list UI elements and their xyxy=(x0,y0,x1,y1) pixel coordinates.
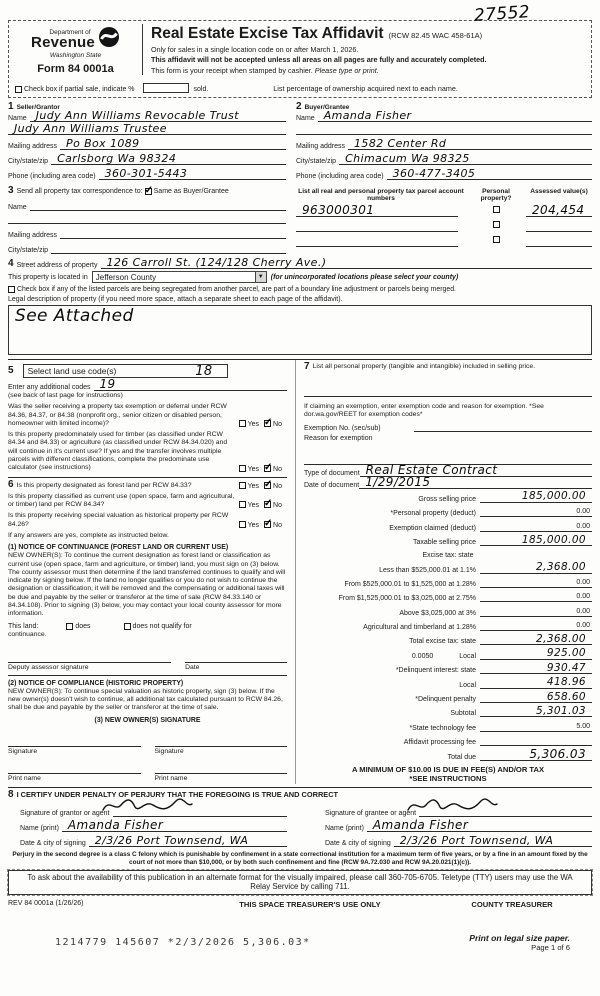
tax-value-field[interactable] xyxy=(480,661,592,674)
seller-phone-value: 360-301-5443 xyxy=(104,167,188,180)
land-use-code-label: Select land use code(s) xyxy=(27,366,117,376)
section-buyer-grantee xyxy=(296,102,592,180)
new-owner-print-field-1[interactable] xyxy=(8,763,141,774)
header-note-1: Only for sales in a single location code on or after March 1, 2026. xyxy=(151,44,359,54)
additional-codes-value: 19 xyxy=(99,377,116,391)
s5-question1-text: Was the seller receiving a property tax exemption or deferral under RCW 84.36, 84.37, or 84.38 (nonprofit org., senior citizen or disabled person, homeowner with limited income)? xyxy=(8,403,227,427)
section-personal-property-and-tax xyxy=(296,360,592,784)
personal-property-header: Personal property? xyxy=(480,188,512,202)
perjury-notice: Perjury in the second degree is a class C felony which is punishable by confinement in a state correctional institution for a maximum term of five years, or by a fine in an amount fixed by the court of not more than $10,000, or by both such confinement and fine (RCW 9A.72.030 and RCW 9A.20.021(1)(c)). xyxy=(12,850,588,866)
county-dropdown[interactable] xyxy=(92,271,267,283)
segregated-label: Check box if any of the listed parcels are being segregated from another parcel, are part of a boundary line adjustment or parcels being merged. xyxy=(17,286,456,293)
section3-number: 3 xyxy=(8,185,14,196)
seller-csz-field[interactable] xyxy=(51,152,286,165)
this-land-label: This land: xyxy=(8,623,39,631)
exemption-no-field[interactable] xyxy=(414,423,592,432)
tax-value: 418.96 xyxy=(546,676,586,689)
s5-q1-no-checkbox[interactable] xyxy=(264,420,271,427)
seller-csz-value: Carlsborg Wa 98324 xyxy=(57,152,177,165)
grantor-signature-label: Signature of grantor or agent xyxy=(20,809,110,817)
seller-name-label: Name xyxy=(8,115,27,122)
tax-row-processing-fee xyxy=(304,732,592,746)
does-not-label: does not qualify for xyxy=(132,623,192,631)
correspondence-mailing-field[interactable] xyxy=(60,230,286,239)
tax-value[interactable]: 0.00 xyxy=(480,523,592,532)
does-label: does xyxy=(75,623,91,631)
tax-row-total-due xyxy=(304,746,592,760)
personal-property-list-field[interactable] xyxy=(304,386,592,397)
land-use-code-select[interactable] xyxy=(23,364,228,378)
s5-q2-no-checkbox[interactable] xyxy=(264,465,271,472)
section-seller-grantor xyxy=(8,102,296,180)
grantee-signature-scribble xyxy=(405,796,500,819)
tax-value-field[interactable] xyxy=(480,561,592,574)
buyer-mailing-field[interactable] xyxy=(348,137,592,150)
tax-label: From $1,525,000.01 to $3,025,000 at 2.75% xyxy=(338,595,476,603)
grantor-date-city-label: Date & city of signing xyxy=(20,839,86,847)
seller-phone-field[interactable] xyxy=(99,167,286,180)
legal-description-label: Legal description of property (if you need more space, attach a separate sheet to each page of the affidavit). xyxy=(8,296,343,303)
parcel-row xyxy=(296,232,592,247)
total-due-value: 5,306.03 xyxy=(529,746,586,761)
assessed-value-field-2[interactable] xyxy=(526,222,592,232)
local-rate-value: 0.0050 xyxy=(411,652,434,660)
buyer-mailing-value: 1582 Center Rd xyxy=(354,137,447,150)
tax-value[interactable]: 0.00 xyxy=(480,608,592,617)
grantor-print-name-label: Name (print) xyxy=(20,824,59,832)
assessed-value-field-3[interactable] xyxy=(526,237,592,247)
new-owner-print-field-2[interactable] xyxy=(155,763,288,774)
revenue-wordmark: Revenue xyxy=(31,33,95,51)
tax-value[interactable]: 0.00 xyxy=(480,593,592,602)
tax-value-field[interactable] xyxy=(480,647,592,660)
seller-phone-label: Phone (including area code) xyxy=(8,173,96,180)
tax-label: Local xyxy=(459,681,476,689)
correspondence-name-field-2[interactable] xyxy=(8,213,286,224)
tax-label: *Delinquent interest: state xyxy=(395,667,476,675)
exemption-instructions: If claiming an exemption, enter exemption code and reason for exemption. *See dor.wa.gov/REET for exemption codes* xyxy=(304,403,544,419)
continuance-label: continuance. xyxy=(8,631,47,639)
new-owner-print-label-2: Print name xyxy=(154,774,188,782)
s6-q2-yes-checkbox[interactable] xyxy=(239,501,246,508)
grantee-signature-label: Signature of grantee or agent xyxy=(325,809,417,817)
tax-row-taxable xyxy=(304,532,592,546)
notice2-body: NEW OWNER(S): To continue special valuation as historic property, sign (3) below. If the new owner(s) doesn't wish to continue, all additional tax calculated pursuant to RCW 84.26, shall be due and payable by the seller or transferor at the time of sale. xyxy=(8,687,283,712)
same-as-buyer-checkbox[interactable] xyxy=(145,188,152,195)
ownership-percentage-note: List percentage of ownership acquired next to each name. xyxy=(273,84,458,93)
section8-number: 8 xyxy=(8,788,14,800)
tax-row-personal-deduct xyxy=(304,503,592,517)
deputy-assessor-signature-label: Deputy assessor signature xyxy=(8,663,89,671)
tax-label: Subtotal xyxy=(450,710,476,718)
buyer-name-value: Amanda Fisher xyxy=(323,109,412,122)
tax-value-field[interactable] xyxy=(480,676,592,689)
tax-value: 658.60 xyxy=(546,690,586,703)
s5-question2-text: Is this property predominately used for timber (as classified under RCW 84.34 and 84.33) or agriculture (as classified under RCW 84.34.020) and will continue in it's current use? If yes and the transfer involves multiple parcels with different classifications, complete the predominate use calculator (see instructions) xyxy=(8,431,228,472)
tax-value-field[interactable] xyxy=(480,490,592,503)
grantor-date-city-value: 2/3/26 Port Townsend, WA xyxy=(94,833,249,847)
tax-value: 185,000.00 xyxy=(521,533,586,546)
section-certification xyxy=(8,787,592,847)
no-label: No xyxy=(273,482,282,490)
dor-swirl-logo-icon xyxy=(98,26,120,53)
new-owner-signature-label-1: Signature xyxy=(8,747,38,755)
new-owner-signature-field-1[interactable] xyxy=(8,736,141,747)
header-note-3: This form is your receipt when stamped by cashier. xyxy=(151,65,313,75)
buyer-phone-value: 360-477-3405 xyxy=(392,167,476,180)
dept-of-label: Department of xyxy=(49,28,91,36)
parcel-row xyxy=(296,202,592,217)
tax-row-delinquent-interest-state xyxy=(304,660,592,674)
s6-question3-text: Is this property receiving special valuation as historical property per RCW 84.26? xyxy=(8,512,229,528)
tax-row-tier1 xyxy=(304,559,592,573)
codes-instructions-note: (see back of last page for instructions) xyxy=(8,392,123,399)
tax-row-gross xyxy=(304,489,592,503)
new-owner-signature-label-2: Signature xyxy=(154,747,184,755)
additional-codes-label: Enter any additional codes xyxy=(8,384,91,391)
date-of-document-field[interactable] xyxy=(359,474,592,489)
s6-question1-text: Is this property designated as forest land per RCW 84.33? xyxy=(16,481,192,489)
buyer-csz-field[interactable] xyxy=(339,152,592,165)
no-label: No xyxy=(273,502,282,510)
minimum-due-note: A MINIMUM OF $10.00 IS DUE IN FEE(S) AND/OR TAX xyxy=(351,764,545,774)
assessed-value-value: 204,454 xyxy=(532,203,585,217)
yes-label: Yes xyxy=(247,421,260,429)
personal-property-checkbox-1[interactable] xyxy=(493,206,500,213)
street-address-field[interactable] xyxy=(101,256,593,269)
legal-description-box[interactable] xyxy=(8,305,592,355)
section-land-use xyxy=(8,360,296,784)
deputy-assessor-date-field[interactable] xyxy=(185,652,287,663)
seller-mailing-field[interactable] xyxy=(60,137,286,150)
s5-q2-yes-checkbox[interactable] xyxy=(239,465,246,472)
buyer-name-field[interactable] xyxy=(318,109,592,122)
form-title: Real Estate Excise Tax Affidavit xyxy=(151,25,384,42)
parcel-number-field[interactable] xyxy=(296,203,458,217)
s6-question2-text: Is this property classified as current use (open space, farm and agricultural, or timber) land per RCW 84.34? xyxy=(8,492,235,509)
tax-row-total-state xyxy=(304,631,592,645)
certification-statement: I CERTIFY UNDER PENALTY OF PERJURY THAT THE FOREGOING IS TRUE AND CORRECT xyxy=(16,789,339,799)
section2-title: Buyer/Grantee xyxy=(304,104,350,111)
form-header xyxy=(8,20,592,98)
buyer-name-field-2[interactable] xyxy=(296,124,592,135)
assessed-value-field[interactable] xyxy=(526,203,592,217)
grantee-date-city-label: Date & city of signing xyxy=(325,839,391,847)
located-in-label: This property is located in xyxy=(8,273,88,281)
notice1-title: (1) NOTICE OF CONTINUANCE (FOREST LAND OR CURRENT USE) xyxy=(8,544,229,552)
grantor-signature-scribble xyxy=(100,796,195,819)
yes-label: Yes xyxy=(247,465,260,473)
tax-label: *Personal property (deduct) xyxy=(390,510,476,518)
deputy-assessor-date-label: Date xyxy=(185,663,200,671)
tax-label: Above $3,025,000 at 3% xyxy=(399,609,476,617)
correspondence-csz-field[interactable] xyxy=(51,245,286,254)
chevron-down-icon[interactable]: ▼ xyxy=(255,272,266,282)
if-yes-note: If any answers are yes, complete as instructed below. xyxy=(8,531,169,539)
tax-label: Affidavit processing fee xyxy=(403,739,476,747)
county-note: (for unincorporated locations please select your county) xyxy=(270,273,459,281)
tax-row-tier4 xyxy=(304,602,592,616)
tax-value: 185,000.00 xyxy=(521,490,586,503)
s6-q1-yes-checkbox[interactable] xyxy=(239,482,246,489)
buyer-csz-value: Chimacum Wa 98325 xyxy=(345,152,470,165)
s6-q3-no-checkbox[interactable] xyxy=(264,521,271,528)
date-of-document-label: Date of document xyxy=(304,481,360,489)
excise-tax-state-header: Excise tax: state xyxy=(422,552,474,560)
tax-label: Agricultural and timberland at 1.28% xyxy=(363,624,476,632)
legal-description-value: See Attached xyxy=(15,306,134,326)
section-property-location xyxy=(8,256,592,355)
grantee-print-name-value: Amanda Fisher xyxy=(372,817,469,832)
land-use-code-value: 18 xyxy=(195,363,213,379)
seller-name-field-2[interactable] xyxy=(8,124,286,135)
tax-value-field[interactable] xyxy=(480,632,592,645)
tax-label: *Delinquent penalty xyxy=(415,696,476,704)
parcel-number-value: 963000301 xyxy=(302,203,375,217)
tax-row-tier2 xyxy=(304,574,592,588)
type-of-document-value: Real Estate Contract xyxy=(365,462,498,477)
header-note-2: This affidavit will not be accepted unless all areas on all pages are fully and accurately completed. xyxy=(151,55,487,64)
tax-value-field[interactable] xyxy=(480,690,592,703)
partial-sale-checkbox[interactable] xyxy=(15,86,22,93)
buyer-name-label: Name xyxy=(296,115,315,122)
grantee-print-name-field[interactable] xyxy=(367,817,592,832)
personal-property-checkbox-3[interactable] xyxy=(493,236,500,243)
land-does-not-checkbox[interactable] xyxy=(124,623,131,630)
tax-value-field[interactable] xyxy=(480,746,592,761)
tax-value: 2,368.00 xyxy=(536,561,586,574)
seller-mailing-value: Po Box 1089 xyxy=(66,137,140,150)
handwritten-document-number: 27552 xyxy=(473,2,531,26)
type-of-document-label: Type of document xyxy=(304,469,360,477)
tax-row-agricultural xyxy=(304,617,592,631)
tax-label: *State technology fee xyxy=(409,724,476,732)
grantor-print-name-field[interactable] xyxy=(62,817,287,832)
tax-label: Exemption claimed (deduct) xyxy=(389,524,476,532)
tax-label: Total due xyxy=(447,753,476,761)
grantor-date-city-field[interactable] xyxy=(89,833,287,847)
tax-label: Less than $525,000.01 at 1.1% xyxy=(379,566,476,574)
tax-value: 2,368.00 xyxy=(536,632,586,645)
see-instructions-note: *SEE INSTRUCTIONS xyxy=(409,774,487,784)
agency-logo-block xyxy=(15,24,143,75)
section2-number: 2 xyxy=(296,101,302,112)
tax-row-delinquent-penalty xyxy=(304,689,592,703)
tax-value[interactable]: 0.00 xyxy=(480,508,592,517)
deputy-assessor-signature-field[interactable] xyxy=(8,652,171,663)
section3-label: Send all property tax correspondence to: xyxy=(16,187,143,195)
seller-name-value-2: Judy Ann Williams Trustee xyxy=(14,122,167,135)
tax-value: 925.00 xyxy=(546,647,586,660)
form-revision: REV 84 0001a (1/26/26) xyxy=(8,900,84,908)
no-label: No xyxy=(273,465,282,473)
tax-label: Gross selling price xyxy=(418,495,476,503)
s5-q1-yes-checkbox[interactable] xyxy=(239,420,246,427)
tax-row-delinquent-interest-local xyxy=(304,674,592,688)
parcel-numbers-header: List all real and personal property tax parcel account numbers xyxy=(298,188,464,202)
tax-value[interactable]: 0.00 xyxy=(480,622,592,631)
tax-value[interactable]: 5.00 xyxy=(480,723,592,732)
yes-label: Yes xyxy=(247,482,260,490)
tax-value[interactable]: 0.00 xyxy=(480,579,592,588)
grantor-print-name-value: Amanda Fisher xyxy=(67,817,164,832)
section-tax-correspondence xyxy=(8,186,296,254)
tax-value: 5,301.03 xyxy=(536,704,586,717)
tax-row-excise-header xyxy=(304,546,592,559)
washington-state-label: Washington State xyxy=(49,52,102,59)
street-address-label: Street address of property xyxy=(16,262,98,269)
type-or-print-note: Please type or print. xyxy=(314,65,379,75)
buyer-csz-label: City/state/zip xyxy=(296,158,337,165)
notice2-title: (2) NOTICE OF COMPLIANCE (HISTORIC PROPERTY) xyxy=(8,679,184,687)
exemption-no-label: Exemption No. (sec/sub) xyxy=(304,424,381,432)
tax-value-field[interactable] xyxy=(480,533,592,546)
grantee-date-city-field[interactable] xyxy=(394,833,592,847)
buyer-phone-label: Phone (including area code) xyxy=(296,173,384,180)
tax-row-subtotal xyxy=(304,703,592,717)
section1-number: 1 xyxy=(8,101,14,112)
new-owner-signature-field-2[interactable] xyxy=(155,736,288,747)
correspondence-name-label: Name xyxy=(8,204,27,211)
partial-sale-percent-field[interactable] xyxy=(143,83,189,93)
form-number: Form 84 0001a xyxy=(37,63,114,75)
section1-title: Seller/Grantor xyxy=(16,104,60,111)
tax-row-exemption-deduct xyxy=(304,517,592,531)
personal-property-checkbox-2[interactable] xyxy=(493,221,500,228)
parcel-table xyxy=(296,186,592,254)
segregated-checkbox[interactable] xyxy=(8,286,15,293)
rcw-reference: (RCW 82.45 WAC 458-61A) xyxy=(388,31,483,40)
street-address-value: 126 Carroll St. (124/128 Cherry Ave.) xyxy=(106,256,327,269)
tax-label: Total excise tax: state xyxy=(409,638,476,646)
parcel-number-field-2[interactable] xyxy=(296,222,458,232)
notice1-body: NEW OWNER(S): To continue the current designation as forest land or classification as current use (open space, farm and agriculture, or timber) land, you must sign on (3) below. The county assessor must then determine if the land transferred continues to qualify and will indicate by signing below. If the land no longer qualifies or you do not wish to continue the designation or classification, it will be removed and the compensating or additional taxes will be due and payable by the seller or transferor at the time of sale (RCW 84.33.140 or 84.34.108). Prior to signing (3) below, you may contact your local county assessor for more information. xyxy=(8,552,286,618)
date-of-document-value: 1/29/2015 xyxy=(365,474,431,489)
notice3-title: (3) NEW OWNER(S) SIGNATURE xyxy=(94,716,201,724)
correspondence-csz-label: City/state/zip xyxy=(8,247,49,254)
grantee-print-name-label: Name (print) xyxy=(325,824,364,832)
seller-csz-label: City/state/zip xyxy=(8,158,49,165)
seller-mailing-label: Mailing address xyxy=(8,143,58,150)
yes-label: Yes xyxy=(247,502,260,510)
no-label: No xyxy=(273,421,282,429)
tax-value[interactable] xyxy=(480,737,592,746)
tax-value: 930.47 xyxy=(546,661,586,674)
section4-number: 4 xyxy=(8,258,14,269)
s6-q2-no-checkbox[interactable] xyxy=(264,501,271,508)
tax-label: Taxable selling price xyxy=(412,539,476,547)
seller-name-value: Judy Ann Williams Revocable Trust xyxy=(35,109,239,122)
page-number: Page 1 of 6 xyxy=(531,943,570,952)
treasurer-use-label: THIS SPACE TREASURER'S USE ONLY xyxy=(239,900,381,910)
buyer-phone-field[interactable] xyxy=(387,167,592,180)
land-does-checkbox[interactable] xyxy=(66,623,73,630)
grantee-date-city-value: 2/3/26 Port Townsend, WA xyxy=(399,833,554,847)
parcel-number-field-3[interactable] xyxy=(296,237,458,247)
exemption-reason-label: Reason for exemption xyxy=(304,434,373,442)
yes-label: Yes xyxy=(247,521,260,529)
same-as-buyer-label: Same as Buyer/Grantee xyxy=(153,187,229,195)
tax-label: Local xyxy=(459,652,476,660)
assessed-value-header: Assessed value(s) xyxy=(530,188,588,195)
s6-q1-no-checkbox[interactable] xyxy=(264,482,271,489)
correspondence-mailing-label: Mailing address xyxy=(8,232,58,239)
accessibility-notice: To ask about the availability of this publication in an alternate format for the visually impaired, please call 360-705-6705. Teletype (TTY) users may use the WA Relay Service by calling 711. xyxy=(8,870,592,895)
partial-sale-label: Check box if partial sale, indicate % xyxy=(24,86,135,93)
new-owner-print-label-1: Print name xyxy=(8,774,41,782)
county-selected-value: Jefferson County xyxy=(95,272,157,282)
seller-name-field[interactable] xyxy=(30,109,286,122)
no-label: No xyxy=(273,521,282,529)
section7-label: List all personal property (tangible and intangible) included in selling price. xyxy=(312,363,536,370)
section7-number: 7 xyxy=(304,361,310,372)
print-legal-size-note: Print on legal size paper. xyxy=(469,933,570,943)
tax-row-tier3 xyxy=(304,588,592,602)
tax-label: From $525,000.01 to $1,525,000 at 1.28% xyxy=(344,580,476,588)
s6-q3-yes-checkbox[interactable] xyxy=(239,521,246,528)
parcel-row xyxy=(296,217,592,232)
additional-codes-field[interactable] xyxy=(94,377,288,391)
tax-row-local xyxy=(304,645,592,659)
tax-value-field[interactable] xyxy=(480,704,592,717)
section5-number: 5 xyxy=(8,365,14,376)
county-treasurer-label: COUNTY TREASURER xyxy=(471,900,553,910)
correspondence-name-field[interactable] xyxy=(30,202,286,211)
section6-number: 6 xyxy=(8,478,14,490)
tax-row-tech-fee xyxy=(304,717,592,731)
partial-sale-sold-label: sold. xyxy=(193,86,209,93)
cashier-receipt-stamp: 1214779 145607 *2/3/2026 5,306.03* xyxy=(55,937,311,948)
buyer-mailing-label: Mailing address xyxy=(296,143,346,150)
